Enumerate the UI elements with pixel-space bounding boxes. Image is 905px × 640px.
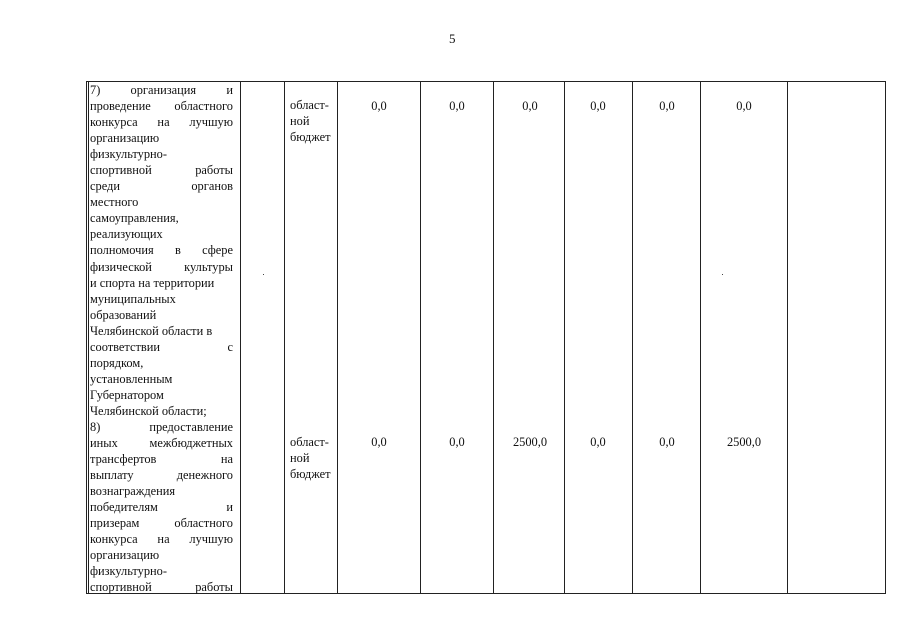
row-2-funding-source bbox=[290, 434, 331, 482]
description-line: проведение областного bbox=[90, 99, 233, 114]
funding-source-line: бюджет bbox=[290, 130, 331, 145]
description-line: конкурса на лучшую bbox=[90, 115, 233, 130]
funding-source-line: област- bbox=[290, 435, 329, 449]
col-border bbox=[885, 81, 886, 594]
description-line: призерам областного bbox=[90, 516, 233, 531]
col-border bbox=[420, 81, 421, 594]
description-line: 7) организация и bbox=[90, 83, 233, 97]
description-line: победителям и bbox=[90, 500, 233, 515]
description-line: муниципальных bbox=[90, 291, 176, 306]
description-line: образований bbox=[90, 307, 157, 322]
row-2-value-5: 0,0 bbox=[659, 435, 675, 449]
row-1-value-5: 0,0 bbox=[659, 99, 675, 113]
col-border bbox=[284, 81, 285, 594]
description-line: спортивной работы bbox=[90, 580, 233, 595]
description-line: конкурса на лучшую bbox=[90, 532, 233, 547]
scan-speck bbox=[722, 274, 723, 275]
description-line: трансфертов на bbox=[90, 452, 233, 467]
description-line: организацию bbox=[90, 131, 160, 146]
row-1-value-3: 0,0 bbox=[522, 99, 538, 113]
col-border bbox=[86, 81, 87, 594]
row-2-description bbox=[90, 419, 233, 596]
row-2-value-4: 0,0 bbox=[590, 435, 606, 449]
row-1-value-2: 0,0 bbox=[449, 99, 465, 113]
col-border bbox=[493, 81, 494, 594]
description-line: Губернатором bbox=[90, 387, 164, 402]
row-1-description bbox=[90, 82, 233, 419]
row-1-value-1: 0,0 bbox=[371, 99, 387, 113]
description-line: Челябинской области в bbox=[90, 323, 213, 338]
description-line: физкультурно- bbox=[90, 564, 168, 579]
row-1-value-6: 0,0 bbox=[736, 99, 752, 113]
row-1-value-4: 0,0 bbox=[590, 99, 606, 113]
description-line: 8) предоставление bbox=[90, 420, 233, 434]
funding-source-line: ной bbox=[290, 114, 310, 129]
description-line: физической культуры bbox=[90, 259, 233, 274]
description-line: физкультурно- bbox=[90, 147, 168, 162]
col-border bbox=[700, 81, 701, 594]
description-line: организацию bbox=[90, 548, 160, 563]
description-line: Челябинской области; bbox=[90, 403, 207, 418]
row-2-value-6: 2500,0 bbox=[726, 435, 762, 449]
row-2-value-1: 0,0 bbox=[371, 435, 387, 449]
description-line: среди органов bbox=[90, 179, 233, 194]
col-border bbox=[337, 81, 338, 594]
description-line: и спорта на территории bbox=[90, 275, 215, 290]
description-line: самоуправления, bbox=[90, 211, 179, 226]
description-line: полномочия в сфере bbox=[90, 243, 233, 258]
description-line: спортивной работы bbox=[90, 163, 233, 178]
scan-speck bbox=[263, 274, 264, 275]
funding-source-line: бюджет bbox=[290, 467, 331, 482]
description-line: местного bbox=[90, 195, 139, 210]
description-line: установленным bbox=[90, 371, 173, 386]
description-line: соответствии с bbox=[90, 339, 233, 354]
description-line: иных межбюджетных bbox=[90, 436, 233, 451]
row-2-value-2: 0,0 bbox=[449, 435, 465, 449]
col-border bbox=[632, 81, 633, 594]
description-line: порядком, bbox=[90, 355, 144, 370]
col-border bbox=[564, 81, 565, 594]
row-1-funding-source bbox=[290, 97, 331, 145]
row-2-value-3: 2500,0 bbox=[512, 435, 548, 449]
description-line: реализующих bbox=[90, 227, 163, 242]
col-border bbox=[787, 81, 788, 594]
funding-source-line: ной bbox=[290, 451, 310, 466]
description-line: вознаграждения bbox=[90, 484, 176, 499]
description-line: выплату денежного bbox=[90, 468, 233, 483]
budget-table bbox=[86, 81, 886, 594]
col-border bbox=[88, 81, 89, 594]
page-number: 5 bbox=[449, 31, 456, 46]
col-border bbox=[240, 81, 241, 594]
funding-source-line: област- bbox=[290, 98, 329, 112]
